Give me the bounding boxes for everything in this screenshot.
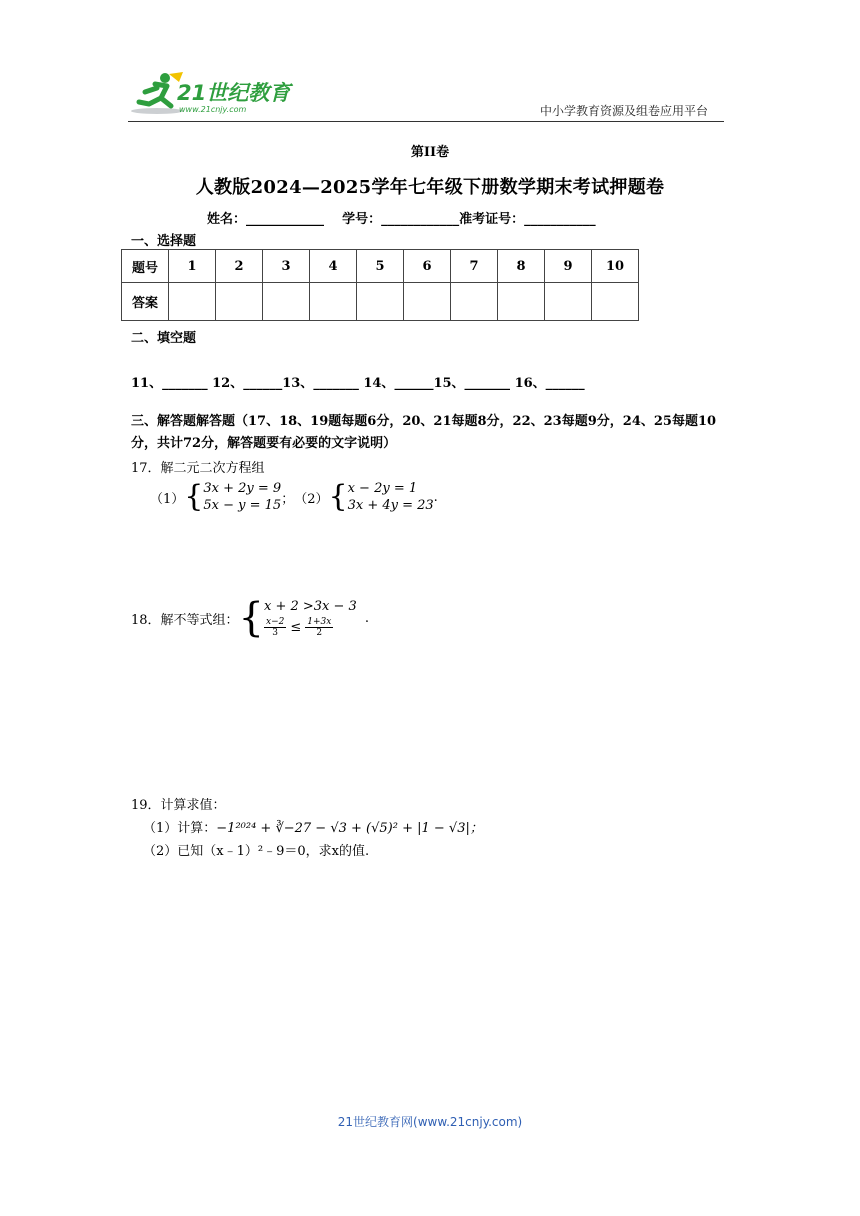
question-18: [131, 595, 369, 641]
answer-blank[interactable]: _______: [162, 376, 213, 391]
denominator: 3: [272, 627, 279, 638]
equation: 3x + 4y = 23: [347, 498, 434, 513]
fraction: [264, 617, 286, 638]
numerator: x−2: [266, 616, 285, 627]
equation: 5x − y = 15: [203, 498, 282, 513]
answer-table: [121, 249, 639, 321]
q17-part1-label: （1）: [150, 491, 185, 507]
question-number-cell: 9: [545, 250, 592, 283]
equation: 3x + 2y = 9: [203, 481, 282, 496]
answer-blank[interactable]: ______: [545, 376, 585, 391]
answer-blank[interactable]: ______: [243, 376, 283, 391]
section1-heading: 一、选择题: [131, 234, 197, 249]
question-19-part2: （2）已知（x﹣1）²﹣9＝0，求x的值.: [143, 844, 370, 859]
student-no-blank[interactable]: ____________: [381, 212, 460, 227]
question-number-cell: 4: [310, 250, 357, 283]
table-header-cell: 题号: [122, 250, 169, 283]
name-blank[interactable]: ____________: [246, 212, 325, 227]
question-19-part1: [143, 817, 483, 836]
table-header-cell: 答案: [122, 283, 169, 321]
question-number-cell: 8: [498, 250, 545, 283]
separator: ；: [281, 491, 295, 507]
answer-cell[interactable]: [545, 283, 592, 321]
blank-label: 12、: [212, 376, 244, 391]
answer-cell[interactable]: [498, 283, 545, 321]
platform-name: 中小学教育资源及组卷应用平台: [540, 104, 709, 118]
q19-part1-label: （1）计算：: [143, 821, 217, 836]
blank-label: 11、: [131, 376, 163, 391]
answer-cell[interactable]: [357, 283, 404, 321]
answer-cell[interactable]: [169, 283, 216, 321]
question-number-cell: 7: [451, 250, 498, 283]
answer-cell[interactable]: [404, 283, 451, 321]
question-19-label: 19．计算求值：: [131, 798, 226, 813]
blank-label: 14、: [363, 376, 395, 391]
blank-label: 16、: [514, 376, 546, 391]
question-number-cell: 3: [263, 250, 310, 283]
fraction: [305, 617, 333, 638]
svg-text:www.21cnjy.com: www.21cnjy.com: [179, 105, 247, 114]
question-number-cell: 6: [404, 250, 451, 283]
student-info-line: [207, 208, 596, 227]
inequality: [264, 617, 357, 638]
answer-blank[interactable]: ______: [394, 376, 434, 391]
section3-heading: 三、解答题解答题（17、18、19题每题6分，20、21每题8分，22、23每题9分，24、25每题10分，共计72分，解答题要有必要的文字说明）: [131, 414, 717, 451]
question-number-cell: 2: [216, 250, 263, 283]
leq-sign: ≤: [290, 619, 302, 635]
answer-blank[interactable]: _______: [313, 376, 364, 391]
inequality: x + 2 >3x − 3: [264, 598, 357, 614]
header-divider: [128, 121, 724, 122]
exam-no-blank[interactable]: ___________: [524, 212, 596, 227]
exam-no-label: 准考证号：: [459, 212, 525, 227]
left-brace-icon: {: [238, 595, 264, 641]
question-number-cell: 5: [357, 250, 404, 283]
numerator: 1+3x: [307, 616, 332, 627]
left-brace-icon: {: [328, 479, 348, 514]
q18-inequality-system: [264, 599, 357, 638]
q17-system-2: [348, 480, 434, 514]
equation: x − 2y = 1: [347, 481, 418, 496]
denominator: 2: [316, 627, 323, 638]
student-no-label: 学号：: [342, 212, 382, 227]
name-label: 姓名：: [207, 212, 247, 227]
exam-title: 人教版2024—2025学年七年级下册数学期末考试押题卷: [195, 177, 665, 198]
question-17-systems: [150, 480, 438, 514]
table-row: [122, 250, 639, 283]
blank-label: 15、: [433, 376, 465, 391]
svg-text:21世纪教育: 21世纪教育: [177, 81, 291, 105]
blank-label: 13、: [282, 376, 314, 391]
q17-system-1: [203, 480, 281, 514]
volume-label: 第II卷: [410, 145, 450, 160]
table-row: [122, 283, 639, 321]
q17-part2-label: （2）: [294, 491, 329, 507]
page-footer: 21世纪教育网(www.21cnjy.com): [337, 1115, 523, 1129]
answer-cell[interactable]: [263, 283, 310, 321]
end-period: .: [433, 489, 438, 505]
section2-heading: 二、填空题: [131, 331, 197, 346]
fill-blank-line: [131, 372, 585, 391]
runner-logo-icon: [125, 70, 295, 116]
question-18-label: 18．解不等式组：: [131, 612, 239, 628]
question-number-cell: 10: [592, 250, 639, 283]
q19-expression: −1²⁰²⁴ + ∛−27 − √3 + (√5)² + |1 − √3|；: [216, 821, 483, 836]
site-logo: [125, 70, 295, 116]
answer-cell[interactable]: [216, 283, 263, 321]
answer-cell[interactable]: [451, 283, 498, 321]
end-period: .: [364, 610, 369, 626]
left-brace-icon: {: [184, 479, 204, 514]
answer-blank[interactable]: _______: [464, 376, 515, 391]
answer-cell[interactable]: [592, 283, 639, 321]
question-17-label: 17．解二元二次方程组: [131, 461, 265, 476]
question-number-cell: 1: [169, 250, 216, 283]
answer-cell[interactable]: [310, 283, 357, 321]
